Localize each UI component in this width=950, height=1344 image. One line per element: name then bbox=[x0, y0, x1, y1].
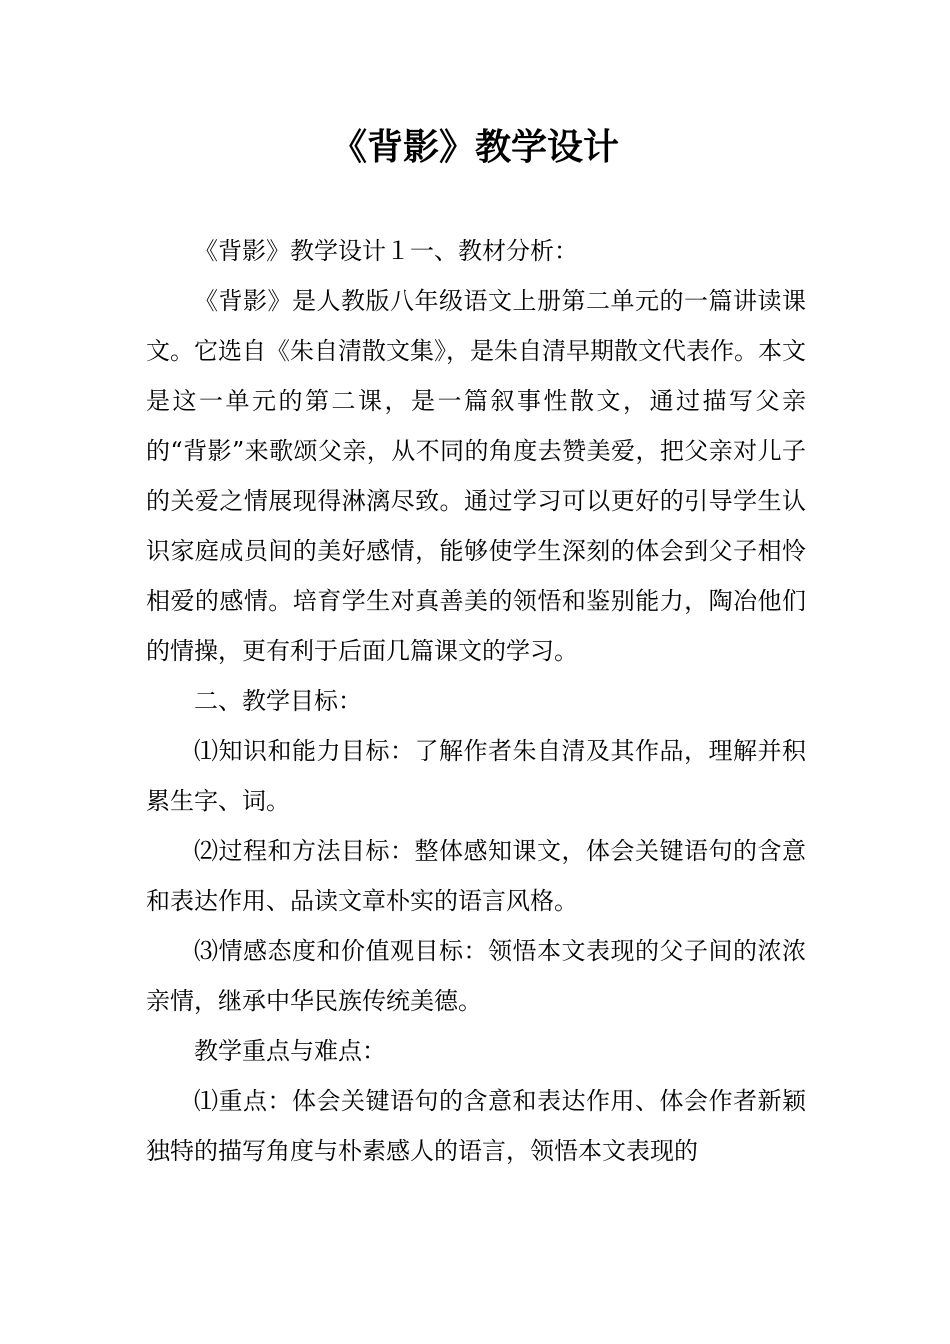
paragraph-key-points-heading: 教学重点与难点： bbox=[194, 1037, 386, 1065]
document-body bbox=[146, 226, 806, 1176]
paragraph-textbook-analysis: 《背影》是人教版八年级语文上册第二单元的一篇讲读课文。它选自《朱自清散文集》，是朱自清早期散文代表作。本文是这一单元的第二课，是一篇叙事性散文，通过描写父亲的“背影”来歌颂父亲，从不同的角度去赞美爱，把父亲对儿子的关爱之情展现得淋漓尽致。通过学习可以更好的引导学生认识家庭成员间的美好感情，能够使学生深刻的体会到父子相怜相爱的感情。培育学生对真善美的领悟和鉴别能力，陶冶他们的情操，更有利于后面几篇课文的学习。 bbox=[146, 287, 806, 665]
paragraph-objective-process: ⑵过程和方法目标：整体感知课文，体会关键语句的含意和表达作用、品读文章朴实的语言风格。 bbox=[146, 837, 806, 915]
paragraph-objective-emotion: ⑶情感态度和价值观目标：领悟本文表现的父子间的浓浓亲情，继承中华民族传统美德。 bbox=[146, 937, 806, 1015]
paragraph-objective-knowledge: ⑴知识和能力目标：了解作者朱自清及其作品，理解并积累生字、词。 bbox=[146, 737, 806, 815]
paragraph-objectives-heading: 二、教学目标： bbox=[194, 687, 362, 715]
paragraph-key-point: ⑴重点：体会关键语句的含意和表达作用、体会作者新颖独特的描写角度与朴素感人的语言，领悟本文表现的 bbox=[146, 1087, 806, 1165]
document-title: 《背影》教学设计 bbox=[330, 127, 619, 168]
paragraph-section-heading: 《背影》教学设计１一、教材分析： bbox=[194, 237, 578, 265]
